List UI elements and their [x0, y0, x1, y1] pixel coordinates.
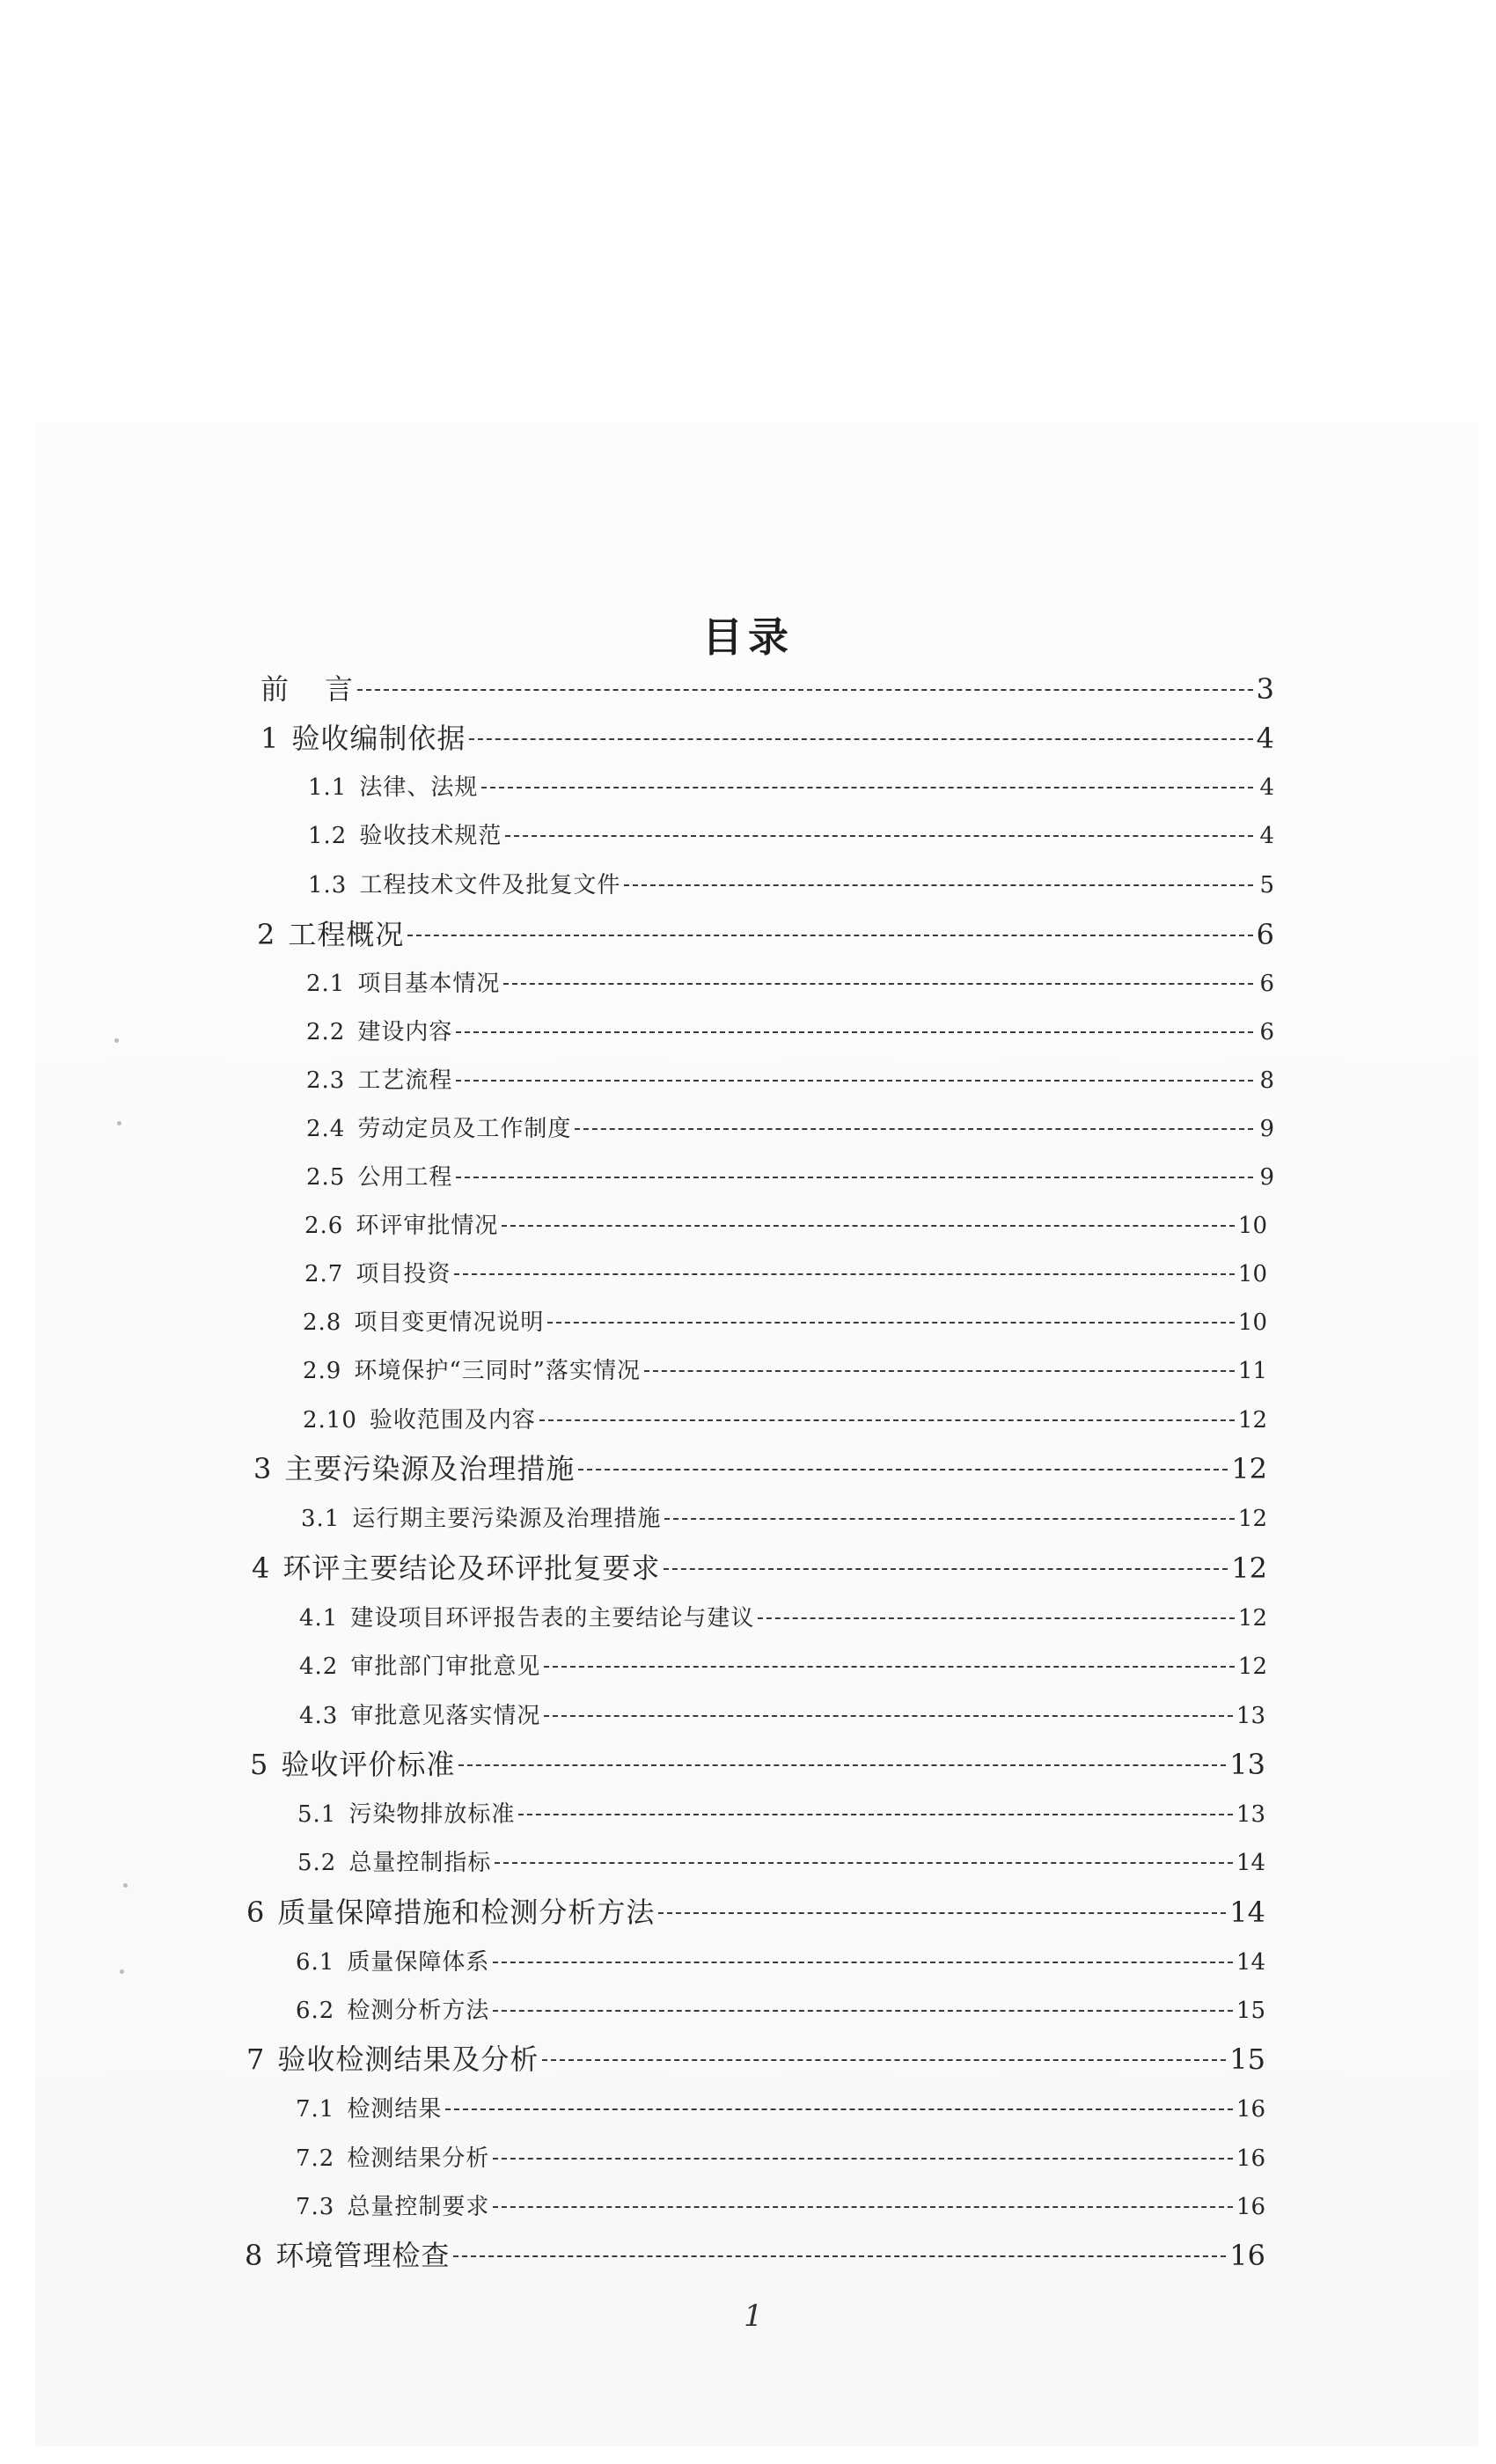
toc-entry[interactable]: [304, 1256, 1267, 1288]
dotted-leader: [407, 935, 1252, 936]
toc-entry-number: 5.2: [297, 1850, 337, 1876]
toc-entry[interactable]: [308, 818, 1274, 850]
toc-entry[interactable]: [304, 1207, 1267, 1240]
toc-entry-number: 2.2: [306, 1019, 346, 1045]
toc-entry[interactable]: [303, 1353, 1267, 1385]
toc-entry-number: 4: [252, 1551, 271, 1585]
toc-entry-label: 验收技术规范: [359, 823, 502, 849]
toc-entry[interactable]: [252, 1546, 1267, 1587]
toc-entry-page: 10: [1237, 1213, 1267, 1239]
toc-entry-page: 5: [1259, 872, 1274, 898]
dotted-leader: [456, 1080, 1253, 1082]
toc-entry-page: 14: [1229, 1896, 1265, 1929]
toc-entry-number: 1.2: [308, 823, 348, 849]
dotted-leader: [539, 1419, 1235, 1421]
toc-entry-label: 质量保障体系: [347, 1949, 490, 1976]
scan-speck: [123, 1883, 128, 1888]
toc-entry-page: 16: [1229, 2239, 1265, 2272]
dotted-leader: [518, 1814, 1233, 1815]
toc-entry-page: 8: [1259, 1067, 1274, 1094]
toc-entry-label: 工程技术文件及批复文件: [359, 872, 621, 898]
toc-entry[interactable]: [306, 1159, 1274, 1192]
toc-entry[interactable]: [299, 1648, 1267, 1681]
dotted-leader: [445, 2108, 1233, 2110]
toc-entry-number: 6.2: [296, 1998, 335, 2024]
dotted-leader: [664, 1518, 1235, 1520]
scan-speck: [117, 1121, 121, 1126]
toc-entry-number: 6.1: [296, 1949, 335, 1976]
toc-entry-page: 12: [1237, 1654, 1267, 1680]
toc-entry-label: 言: [325, 672, 355, 706]
toc-entry-number: 2.1: [306, 971, 346, 997]
dotted-leader: [454, 1273, 1235, 1275]
page-number: 1: [744, 2299, 763, 2334]
toc-entry-number: 1: [260, 722, 280, 755]
dotted-leader: [544, 1666, 1235, 1668]
toc-entry[interactable]: [296, 1992, 1265, 2025]
dotted-leader: [495, 1862, 1233, 1864]
toc-entry-number: 7.3: [296, 2194, 335, 2220]
toc-entry-label: 工艺流程: [357, 1067, 453, 1094]
dotted-leader: [578, 1469, 1228, 1470]
toc-entry-page: 11: [1237, 1358, 1267, 1384]
toc-entry-page: 14: [1236, 1949, 1265, 1976]
dotted-leader: [664, 1568, 1228, 1570]
dotted-leader: [644, 1370, 1235, 1372]
toc-entry[interactable]: [246, 1890, 1265, 1931]
toc-entry[interactable]: [260, 667, 1274, 708]
toc-entry-label: 工程概况: [288, 918, 405, 951]
dotted-leader: [542, 2059, 1226, 2061]
toc-entry-label: 环评主要结论及环评批复要求: [282, 1551, 661, 1585]
toc-entry-label: 主要污染源及治理措施: [284, 1452, 576, 1485]
toc-entry-number: 2.10: [303, 1407, 357, 1434]
toc-entry-label: 验收范围及内容: [369, 1407, 536, 1434]
toc-entry-label: 环境保护“三同时”落实情况: [354, 1358, 641, 1384]
toc-entry-number: 3: [253, 1452, 273, 1485]
toc-entry-number: 7: [246, 2042, 266, 2076]
toc-entry[interactable]: [306, 1111, 1274, 1143]
toc-entry-label: 质量保障措施和检测分析方法: [277, 1896, 656, 1929]
toc-entry-page: 16: [1236, 2194, 1265, 2220]
toc-entry-number: 前: [260, 672, 290, 706]
toc-entry-page: 6: [1259, 971, 1274, 997]
dotted-leader: [357, 689, 1253, 691]
toc-entry-label: 环评审批情况: [356, 1213, 499, 1239]
toc-entry-label: 建设内容: [357, 1019, 453, 1045]
toc-entry-page: 4: [1256, 722, 1274, 755]
toc-entry-number: 4.2: [299, 1654, 339, 1680]
scan-speck: [114, 1038, 119, 1043]
dotted-leader: [658, 1912, 1226, 1914]
dotted-leader: [575, 1128, 1253, 1130]
dotted-leader: [493, 1962, 1233, 1963]
toc-entry-number: 2.4: [306, 1116, 346, 1142]
dotted-leader: [458, 1764, 1226, 1766]
toc-entry-page: 13: [1236, 1801, 1265, 1828]
toc-entry[interactable]: [245, 2233, 1265, 2274]
toc-entry[interactable]: [301, 1500, 1267, 1533]
toc-entry-number: 2.5: [306, 1164, 346, 1191]
dotted-leader: [503, 983, 1253, 985]
toc-entry-page: 12: [1231, 1452, 1267, 1485]
toc-entry-number: 1.1: [308, 774, 348, 801]
toc-entry-label: 审批部门审批意见: [350, 1654, 541, 1680]
toc-entry-page: 4: [1259, 774, 1274, 801]
toc-entry[interactable]: [296, 2091, 1265, 2123]
toc-entry-page: 13: [1236, 1703, 1265, 1729]
toc-entry[interactable]: [306, 1062, 1274, 1095]
toc-entry-page: 12: [1237, 1407, 1267, 1434]
toc-entry[interactable]: [253, 1447, 1267, 1487]
toc-entry-label: 审批意见落实情况: [350, 1703, 541, 1729]
toc-entry-label: 验收检测结果及分析: [277, 2042, 539, 2076]
dotted-leader: [758, 1617, 1235, 1619]
dotted-leader: [456, 1177, 1253, 1178]
toc-entry-page: 12: [1237, 1605, 1267, 1632]
toc-entry-number: 2.7: [304, 1261, 344, 1287]
toc-entry-number: 5: [250, 1748, 269, 1781]
toc-entry[interactable]: [260, 716, 1274, 757]
toc-entry-label: 环境管理检查: [275, 2239, 451, 2272]
toc-entry-label: 项目投资: [356, 1261, 451, 1287]
toc-entry-number: 2: [257, 918, 276, 951]
toc-entry-label: 验收编制依据: [291, 722, 466, 755]
toc-entry[interactable]: [297, 1844, 1265, 1877]
scan-speck: [120, 1969, 124, 1974]
toc-entry-page: 13: [1229, 1748, 1265, 1781]
toc-entry[interactable]: [308, 867, 1274, 899]
toc-entry-page: 16: [1236, 2096, 1265, 2123]
toc-entry-page: 10: [1237, 1309, 1267, 1336]
toc-entry-page: 9: [1259, 1116, 1274, 1142]
toc-entry[interactable]: [296, 2140, 1265, 2173]
dotted-leader: [502, 1225, 1235, 1227]
toc-entry-label: 污染物排放标准: [348, 1801, 516, 1828]
toc-entry[interactable]: [296, 2189, 1265, 2221]
toc-entry-label: 公用工程: [357, 1164, 453, 1191]
toc-entry[interactable]: [299, 1600, 1267, 1632]
toc-entry-page: 9: [1259, 1164, 1274, 1191]
toc-entry-label: 项目基本情况: [357, 971, 501, 997]
toc-entry-number: 3.1: [301, 1506, 341, 1532]
toc-title: 目录: [702, 613, 794, 661]
dotted-leader: [481, 787, 1253, 788]
toc-entry-page: 12: [1231, 1551, 1267, 1585]
toc-entry-page: 16: [1236, 2145, 1265, 2172]
toc-entry-number: 1.3: [308, 872, 348, 898]
toc-entry-page: 6: [1259, 1019, 1274, 1045]
toc-entry[interactable]: [299, 1698, 1265, 1730]
toc-entry-page: 15: [1229, 2042, 1265, 2076]
toc-entry-page: 4: [1259, 823, 1274, 849]
dotted-leader: [544, 1715, 1233, 1717]
toc-entry-number: 6: [246, 1896, 266, 1929]
toc-entry-label: 总量控制指标: [348, 1850, 492, 1876]
toc-entry-page: 14: [1236, 1850, 1265, 1876]
dotted-leader: [453, 2255, 1226, 2257]
toc-entry-number: 7.1: [296, 2096, 335, 2123]
toc-entry-label: 建设项目环评报告表的主要结论与建议: [350, 1605, 755, 1632]
toc-entry-number: 5.1: [297, 1801, 337, 1828]
dotted-leader: [505, 835, 1253, 837]
toc-entry-number: 8: [245, 2239, 264, 2272]
toc-entry-label: 检测分析方法: [347, 1998, 490, 2024]
toc-entry-page: 12: [1237, 1506, 1267, 1532]
toc-entry-number: 2.9: [303, 1358, 342, 1384]
toc-entry[interactable]: [297, 1796, 1265, 1829]
toc-entry-number: 7.2: [296, 2145, 335, 2172]
toc-entry-page: 15: [1236, 1998, 1265, 2024]
dotted-leader: [469, 738, 1252, 740]
toc-entry[interactable]: [303, 1304, 1267, 1337]
dotted-leader: [493, 2158, 1233, 2160]
toc-entry-number: 2.6: [304, 1213, 344, 1239]
toc-entry-page: 10: [1237, 1261, 1267, 1287]
toc-entry-page: 3: [1256, 672, 1274, 706]
dotted-leader: [456, 1031, 1253, 1033]
toc-entry-label: 运行期主要污染源及治理措施: [352, 1506, 662, 1532]
toc-entry[interactable]: [306, 1014, 1274, 1046]
toc-entry[interactable]: [296, 1944, 1265, 1976]
dotted-leader: [493, 2010, 1233, 2012]
toc-entry-label: 检测结果: [347, 2096, 443, 2123]
toc-entry-label: 劳动定员及工作制度: [357, 1116, 572, 1142]
toc-entry[interactable]: [250, 1742, 1265, 1783]
dotted-leader: [493, 2206, 1233, 2208]
toc-entry[interactable]: [303, 1402, 1267, 1434]
toc-entry-page: 6: [1256, 918, 1274, 951]
toc-entry-number: 4.3: [299, 1703, 339, 1729]
toc-entry-label: 项目变更情况说明: [354, 1309, 545, 1336]
toc-entry[interactable]: [306, 965, 1274, 998]
toc-entry[interactable]: [257, 913, 1274, 953]
toc-entry-label: 检测结果分析: [347, 2145, 490, 2172]
toc-entry-label: 总量控制要求: [347, 2194, 490, 2220]
toc-entry-number: 2.3: [306, 1067, 346, 1094]
toc-entry-number: 2.8: [303, 1309, 342, 1336]
dotted-leader: [624, 884, 1253, 886]
dotted-leader: [547, 1322, 1235, 1324]
toc-entry-label: 法律、法规: [359, 774, 479, 801]
toc-entry-number: 4.1: [299, 1605, 339, 1632]
toc-entry[interactable]: [308, 769, 1274, 802]
toc-entry-label: 验收评价标准: [281, 1748, 456, 1781]
toc-entry[interactable]: [246, 2037, 1265, 2078]
